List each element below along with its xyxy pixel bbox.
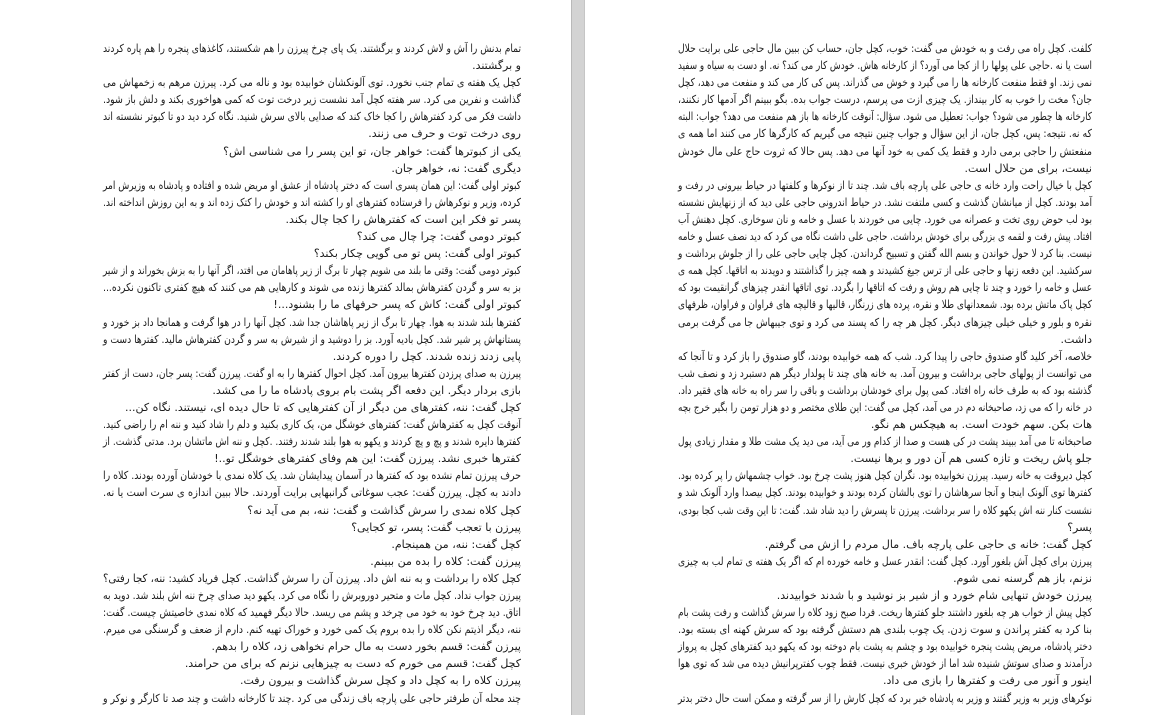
paragraph <box>678 467 1092 535</box>
paragraph <box>678 348 1092 433</box>
paragraph <box>103 536 521 553</box>
paragraph <box>103 570 521 587</box>
text-line: پیرزن جواب نداد. کچل مات و متحیر دوروبرش را نگاه می کرد. یکهو دید صدای چرخ ننه اش بلند شد. دوید به <box>102 589 521 602</box>
text-line: کچل گفت: خانه ی حاجی علی پارچه باف. مال مردم را ازش می گرفتم. <box>764 537 1092 551</box>
text-line: تمام بدنش را آش و لاش کردند و برگشتند. یک پای چرخ پیرزن را هم شکستند، کاغذهای پنجره را هم پاره کردند <box>102 42 521 55</box>
text-line: داشت فکر می کرد کفترهاش را کجا خاک کند که صدایی بالای سرش شنید. نگاه کرد دید دو تا کبوتر نشسته اند <box>102 110 521 124</box>
text-line: در خانه را که می زد، صاحبخانه دم در می آمد، کچل می گفت: این طلای مختصر و دو هزار تومن را بگیر خرج بچه <box>678 400 1092 414</box>
text-line: هات بکن. سهم خودت است. به هیچکس هم نگو. <box>870 418 1092 432</box>
text-line: کارخانه ها چطور می شود؟ جواب: تعطیل می شود. سؤال: آنوقت کارخانه ها باز هم منفعت می دهد؟ جواب: البته <box>678 110 1092 124</box>
text-line: پیرزن خودش تنهایی شام خورد و از شیر بز نوشید و با شدند خوابیدند. <box>776 589 1092 602</box>
text-line: کفترها توی آلونک اینجا و آنجا سرهاشان را توی بالشان کرده بودند و خوابیده بودند. کچل بیصدا وارد آلونک شد و <box>678 486 1092 500</box>
text-line: نمی زند. او فقط منفعت کارخانه ها را می گیرد و خوش می گذراند. پس کی کار می کند و منفعت می دهد، کچل <box>678 76 1092 90</box>
text-line: دختر پادشاه، مریض پشت پنجره خوابیده بود و چشم به پشت بام دوخته بود که یکهو دید کفترهای کچل به پرواز <box>678 640 1092 654</box>
text-line: کبوتر اولی گفت: کاش که پسر حرفهای ما را بشنود...! <box>273 298 521 312</box>
text-line: منفعتش را حاجی برمی دارد و فقط یک کمی به خود آنها می دهد. پس حالا که ثروت حاج علی مال خودش <box>678 144 1092 158</box>
paragraph <box>103 399 521 416</box>
text-line: خلاصه، آخر کلید گاو صندوق حاجی را پیدا کرد. شب که همه خوابیده بودند، گاو صندوق را باز کرد و تا آنجا که <box>678 349 1092 363</box>
paragraph <box>103 672 521 689</box>
text-line: کچل گفت: ننه، کفترهای من دیگر از آن کفترهایی که تا حال دیده ای، نیستند. نگاه کن... <box>124 400 521 414</box>
text-line: پیرزن گفت: قسم بخور دست به مال حرام نخواهی زد، کلاه را بدهم. <box>211 640 521 654</box>
paragraph <box>678 433 1092 467</box>
text-line: نیست، برای من حلال است. <box>964 161 1092 175</box>
text-line: کچل کلاه نمدی را سرش گذاشت و گفت: ننه، بم می آید نه؟ <box>247 503 521 517</box>
paragraph <box>678 604 1092 638</box>
paragraph <box>103 262 521 296</box>
text-line: بود لب حوض روی تخت و عصرانه می خورد. چایی می خوردند با عسل و خامه و نان سوخاری. کچل دهنش آب <box>678 212 1092 226</box>
text-line: بنا کرد به کفتر پراندن و سوت زدن. یک چوب بلندی هم دستش گرفته بود که سرش کهنه ای بسته بود. <box>678 623 1092 637</box>
text-line: نقره و بلور و خیلی خیلی چیزهای دیگر. کچل هر چه را که پسند می کرد و توی جیبهاش جا می گرفت برمی <box>678 315 1092 329</box>
paragraph <box>103 228 521 245</box>
text-line: بز به سر و گردن کفترهاش بمالد کفترها زنده می شوند و کارهایی هم می کنند که هیچ کفتری تاکنون نکرده... <box>103 281 522 295</box>
text-line: کچل یک هفته ی تمام جنب نخورد. توی آلونکشان خوابیده بود و ناله می کرد. پیرزن مرهم به زخمهاش می <box>102 76 521 90</box>
text-line: چند محله آن طرفتر حاجی علی پارچه باف زندگی می کرد .چند تا کارخانه داشت و چند صد تا کارگر و نوکر و <box>103 691 521 705</box>
text-line: می توانست از پولهای حاجی برداشت و بیرون آمد. به خانه های چند تا پولدار دیگر هم دستبرد زد و نصف شب <box>678 366 1092 380</box>
paragraph <box>103 690 521 707</box>
text-line: کچل پاک ماتش برده بود. شمعدانهای طلا و نقره، پرده های زرنگار، قالیها و قالیچه های فراوان و فراوان، ظرفهای <box>678 298 1092 312</box>
text-line: کچل دیروقت به خانه رسید. پیرزن نخوابیده بود. نگران کچل هنوز پشت چرخ بود. خواب چشمهاش را پر کرده بود. <box>678 469 1092 483</box>
text-line: درآمدند و صدای سوتش شنیده شد اما از خودش خبری نیست. فقط چوب کفترپرانیش دیده می شد که توی هوا <box>678 657 1092 671</box>
right-page-text <box>678 40 1092 707</box>
text-line: کفترها دایره شدند و پچ و پچ کردند و یکهو به هوا بلند شدند رفتند. .کچل و ننه اش ماتشان برد. مدتی گذشت. از <box>103 435 522 449</box>
paragraph <box>678 177 1092 348</box>
text-line: کفترها بلند شدند به هوا. چهار تا برگ از زیر پاهاشان جدا شد. کچل آنها را در هوا گرفت و همانجا داد بز خورد و <box>103 315 521 329</box>
text-line: ننه، دیگر اذیتم نکن کلاه را بده بروم یک کمی خورد و خوراک تهیه کنم. دارم از ضعف و گرسنگی می میرم. <box>103 623 522 637</box>
paragraph <box>103 553 521 570</box>
paragraph <box>103 467 521 501</box>
text-line: اتاق. دید چرخ خود به خود می چرخد و پشم می ریسد. حالا دیگر فهمید که کلاه نمدی خاصیتش چیست. گفت: <box>103 606 521 620</box>
text-line: کلفت. کچل راه می رفت و به خودش می گفت: خوب، کچل جان، حساب کن ببین مال حاجی علی برایت حلال <box>678 42 1092 55</box>
text-line: کچل پیش از خواب هر چه بلغور داشتند جلو کفترها ریخت. فردا صبح زود کلاه را سرش گذاشت و رفت پشت بام <box>678 606 1092 620</box>
paragraph <box>103 143 521 160</box>
text-line: گذشته بود که به طرف خانه راه افتاد. کمی پول برای خودشان برداشت و باقی را سر راه به خانه های فقیر داد. <box>678 383 1092 397</box>
paragraph <box>678 638 1092 689</box>
text-line: پیرزن برای کچل آش بلغور آورد. کچل گفت: انقدر عسل و خامه خورده ام که اگر یک هفته ی تمام لب به چیزی <box>678 554 1092 568</box>
left-page <box>0 0 571 715</box>
text-line: است یا نه .حاجی علی پولها را از کجا می آورد؟ از کارخانه هاش. خودش کار می کند؟ نه. او دست به سیاه و سفید <box>678 59 1092 73</box>
text-line: پیرزن با تعجب گفت: پسر، تو کجایی؟ <box>351 520 521 534</box>
text-line: جان؟ مخت را خوب به کار بینداز. یک چیزی ازت می پرسم، درست جواب بده. بگو ببینم اگر آدمها کار نکنند، <box>678 93 1092 107</box>
paragraph <box>678 553 1092 587</box>
paragraph <box>103 296 521 313</box>
text-line: کبوتر دومی گفت: چرا چال می کند؟ <box>356 230 521 244</box>
paragraph <box>103 587 521 638</box>
text-line: پستانهاش پر شیر شد. کچل بادیه آورد. بز را دوشید و از شیرش به سر و گردن کفترهاش مالید. کفترها دست و <box>103 332 521 346</box>
text-line: روی درخت توت و حرف می زنند. <box>368 127 521 141</box>
paragraph <box>103 245 521 262</box>
text-line: پسر؟ <box>1067 520 1092 534</box>
text-line: دادند به کچل. پیرزن گفت: عجب سوغاتی گرانبهایی برایت آوردند. حالا ببین اندازه ی سرت است یا نه. <box>103 486 522 500</box>
text-line: کبوتر اولی گفت: پس تو می گویی چکار بکند؟ <box>313 247 521 261</box>
paragraph <box>678 690 1092 707</box>
text-line: صاحبخانه تا می آمد ببیند پشت در کی هست و صدا از کدام ور می آید، می دید یک مشت طلا و مقدار زیادی پول <box>678 435 1092 449</box>
text-line: کچل گفت: ننه، من همینجام. <box>391 537 521 551</box>
paragraph <box>103 365 521 399</box>
text-line: که نه. نتیجه: پس، کچل جان، از این سؤال و جواب چنین نتیجه می گیریم که کارگرها کار می کنند اما همه ی <box>678 127 1092 141</box>
paragraph <box>103 655 521 672</box>
text-line: پسر تو فکر این است که کفترهاش را کجا چال بکند. <box>285 212 521 226</box>
text-line: داشت. <box>1060 332 1092 346</box>
text-line: نشست کنار ننه اش یکهو کلاه را سر برداشت. پیرزن تا پسرش را دید شاد شد. گفت: تا این وقت شب کجا بودی، <box>678 503 1092 517</box>
left-page-text <box>103 40 521 707</box>
paragraph <box>103 160 521 177</box>
text-line: پیرزن گفت: کلاه را بده من ببینم. <box>370 554 521 568</box>
text-line: پیرزن به صدای پرزدن کفترها بیرون آمد. کچل احوال کفترها را به او گفت. پیرزن گفت: پسر جان، دست از کفتر <box>103 366 521 380</box>
text-line: افتاد. پیش رفت و لقمه ی بزرگی برای خودش برداشت. حاجی علی داشت نگاه می کرد که دید نصف عسل و خامه <box>678 230 1092 244</box>
text-line: کچل گفت: قسم می خورم که دست به چیزهایی نزنم که برای من حرامند. <box>184 657 521 671</box>
page-gutter <box>571 0 585 715</box>
paragraph <box>678 536 1092 553</box>
text-line: بازی بردار دیگر. این دفعه اگر پشت بام بروی پادشاه ما را می کشد. <box>212 383 521 397</box>
text-line: کبوتر دومی گفت: وقتی ما بلند می شویم چهار تا برگ از زیر پاهامان می افتد، اگر آنها را به بزش بخوراند و از شیر <box>103 264 521 278</box>
paragraph <box>678 587 1092 604</box>
paragraph <box>103 314 521 365</box>
text-line: و برگشتند. <box>472 59 521 73</box>
text-line: اینور و آنور می رفت و کفترها را بازی می داد. <box>882 674 1092 688</box>
text-line: یکی از کبوترها گفت: خواهر جان، تو این پسر را می شناسی اش؟ <box>223 144 521 158</box>
text-line: نیست. بنا کرد لا حول خواندن و بسم الله گفتن و تسبیح گرداندن. کچل چایی حاجی علی را از جلوش برداشت و <box>678 247 1092 261</box>
text-line: پیرزن کلاه را به کچل داد و کچل سرش گذاشت و بیرون رفت. <box>239 674 521 688</box>
paragraph <box>103 74 521 142</box>
text-line: سرکشید. این دفعه زنها و حاجی علی از ترس جیغ کشیدند و همه چیز را گذاشتند و دویدند به اتاقها. کچل همه ی <box>678 264 1092 278</box>
text-line: نوکرهای وزیر به وزیر گفتند و وزیر به پادشاه خبر برد که کچل کارش را از سر گرفته و ممکن است حال دختر بدتر <box>678 691 1092 705</box>
paragraph <box>103 177 521 228</box>
text-line: کبوتر اولی گفت: این همان پسری است که دختر پادشاه از عشق او مریض شده و افتاده و پادشاه به وزیرش امر <box>103 178 522 192</box>
right-page <box>585 0 1152 715</box>
text-line: کفترها خبری نشد. پیرزن گفت: این هم وفای کفترهای خوشگل تو..! <box>214 452 521 466</box>
paragraph <box>103 40 521 74</box>
text-line: آنوقت کچل به کفترهاش گفت: کفترهای خوشگل من، یک کاری بکنید و دلم را شاد کنید و ننه ام را راضی کنید. <box>103 418 522 432</box>
paragraph <box>678 40 1092 177</box>
text-line: عسل و خامه را خورد و چند تا چایی هم روش و رفت که اتاقها را بگردد. توی اتاقها انقدر چیزهای گرانقیمت بود که <box>678 281 1092 295</box>
text-line: پایی زدند زنده شدند. کچل را دوره کردند. <box>332 349 521 363</box>
text-line: کچل با خیال راحت وارد خانه ی حاجی علی پارچه باف شد. چند تا از نوکرها و کلفتها در حیاط بیرونی در رفت و <box>678 178 1092 192</box>
paragraph <box>103 416 521 467</box>
paragraph <box>103 638 521 655</box>
text-line: گذاشت و نفرین می کرد. سر هفته کچل آمد نشست زیر درخت توت که کمی هواخوری بکند و دلش باز شود. <box>103 93 521 107</box>
paragraph <box>103 502 521 519</box>
text-line: دیگری گفت: نه، خواهر جان. <box>391 161 521 175</box>
text-line: جلو پاش ریخت و تازه کسی هم آن دور و برها نیست. <box>850 452 1092 466</box>
paragraph <box>103 519 521 536</box>
text-line: حرف پیرزن تمام نشده بود که کفترها در آسمان پیدایشان شد. یک کلاه نمدی با خودشان آورده بودند. کلاه را <box>103 469 522 483</box>
text-line: نزنم، باز هم گرسنه نمی شوم. <box>953 571 1092 585</box>
text-line: آمد بودند. کچل از میانشان گذشت و کسی ملتفت نشد. در حیاط اندرونی حاجی علی دید که از زنهایش نشسته <box>678 195 1092 209</box>
text-line: کچل کلاه را برداشت و به ننه اش داد. پیرزن آن را سرش گذاشت. کچل فریاد کشید: ننه، کجا رفتی؟ <box>103 571 522 585</box>
text-line: کرده، وزیر و نوکرهاش را فرستاده کفترهای او را کشته اند و خودش را کتک زده اند و به این روزش انداخته اند. <box>103 195 521 209</box>
